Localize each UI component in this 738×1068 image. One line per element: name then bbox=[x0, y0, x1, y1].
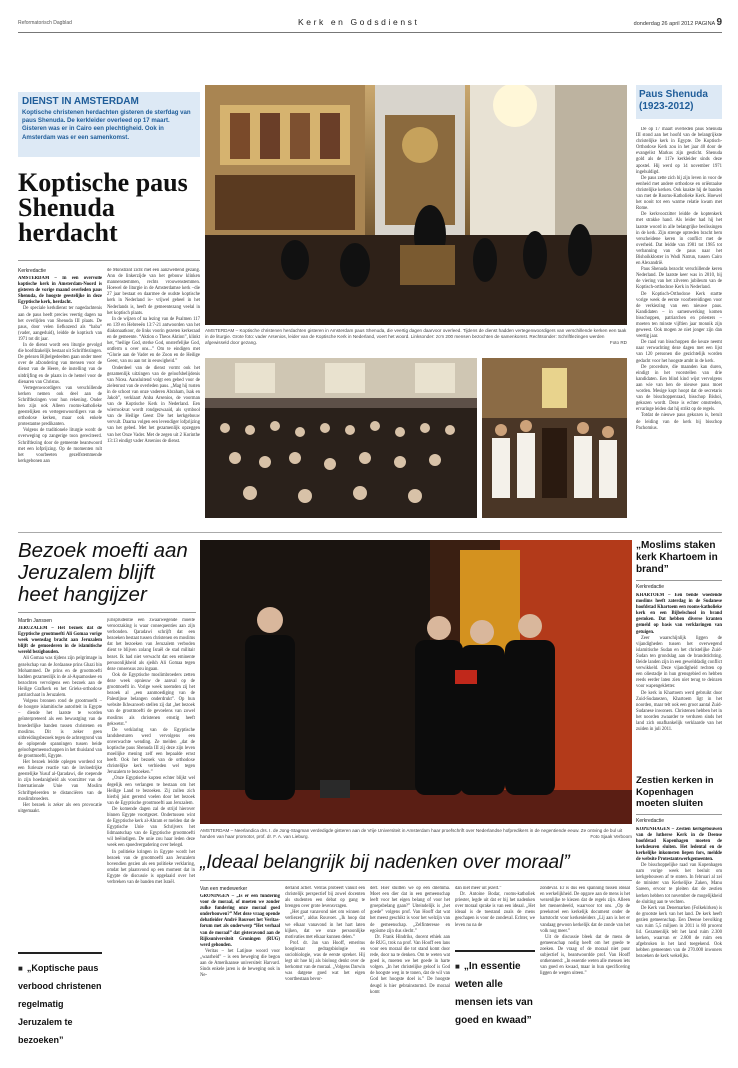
paragraph: jurisprudentie een zwaarwegende moeite veroorzaking is waar consequenties aan zijn verbonden. Qaradawi schrijft dat een bezoeken bestaat tussen christenen en moslims dat het bezoeken van Jeruzalem verboden dient te blijven zolang Israël de stad militair bezet. Ik had niet verwacht dat een eminente persoonlijkheid als sjeikh Ali Gomaa tegen deze consensus zou ingaan. bbox=[107, 618, 195, 672]
promotion-ceremony-image bbox=[200, 540, 632, 824]
paragraph: In de wijzen of na lezing van de Psalmen 117 en 139 en Hebreeën 13:7-21 antwoorden van het diakonaatkoor, de links voorin gezeten kerkeraad en de gemeente. “Aktion o Theos Aktion”, klinkt het, “heilige God, sterke God, onsterfelijke God, ontferm u over ons...” Om te eindigen met “Glorie aan de Vader en de Zoon en de Heilige Geest, van nu aan tot in eeuwigheid.” bbox=[107, 316, 200, 365]
paragraph: Totdat de nieuwe paus gekozen is, beruit de leiding van de kerk bij bisschop Pachomius. bbox=[636, 413, 722, 431]
article3-col3 bbox=[370, 886, 450, 1054]
masthead-rule bbox=[18, 32, 722, 33]
paragraph: De verklaring van de Egyptische landsbesturen werd vervolgens een onverwachte wending. Ze melden „dat de koptische paus Shenuda III zij deze zijn leven moeilijke mening zelf een bepaalde ernst heeft. Ook het bezoek van de orthodoxe christelijke kerk verbieden wel tegen Jeruzalem te bezoeken.” bbox=[107, 727, 195, 776]
paragraph: In de dienst wordt een liturgie gevolgd die hoofdzakelijk bestaat uit Schriftlezingen. De gelezen Bijbelgedeelten gaan onder meer over de afzondering van mensen voor de dienst van de Heere, de instelling van de uitdrijfing en de plaats in de hemel voor de dienaren van Christus. bbox=[18, 343, 102, 385]
paragraph: KHARTOEM – Een bende woedende moslims heeft zaterdag in de Sudanese hoofdstad Khartoem een rooms-katholieke kerk en een Bijbelschool in brand gestoken. Dat hebben diverse kranten gemeld op basis van verklaringen van getuigen. bbox=[636, 593, 722, 635]
paragraph: Ali Gomaa was tijdens zijn pelgrimage in gezelschap van de Jordaanse prins Ghazi bin Mohammed. De prins en de grootmoefti hadden gezamenlijk in de al-Aqsamoskee en bezochten vervolgens een bezoek aan de Heilige Grafkerk en het Grieks-orthodoxe patriarchaat in Jeruzalem. bbox=[18, 656, 102, 699]
paragraph: derland actief. Veritas probeert vanuit een christelijk perspectief bij zowel docenten als studenten een debat op gang te brengen over grote levensvragen. bbox=[285, 886, 365, 910]
lead-photo-credit: Foto RD bbox=[609, 339, 627, 345]
article2-caption-text: AMSTERDAM – Neerlandica drs. I. de Jong-Stagman verdedigde gisteren aan de Vrije Universiteit in Amsterdam haar proefschrift over Nederlandse hofpredikers in de negentiende eeuw. Ze ontving de bul uit handen van haar promotor, prof. dr. F. A. van Lieburg. bbox=[200, 828, 623, 839]
paragraph: Ook de Egyptische moslimbroeders zetten deze week opnieuw de aanval op de grootmoefti in. Vorige week noemden zij het bezoek al „een aanmoediging van de Palestijnse belangen onderdrukt”. Op hun website Ikhwanweb stellen zij dat „het bezoek van de grootmoefti de gevoelens van zowel moslims als christenen ernstig heeft gekwetst.” bbox=[107, 672, 195, 727]
paragraph: AMSTERDAM – In een overvolle koptische kerk in Amsterdam-Noord is gisteren de vorige maand overleden paus Shenuda, de hoogste geestelijke in deze Egyptische kerk, herdacht. bbox=[18, 276, 102, 306]
lead-col1 bbox=[18, 276, 102, 530]
paper-name: Reformatorisch Dagblad bbox=[18, 20, 72, 26]
paragraph: De kerk in Khartoem werd gebruikt door Zuid-Sudanezen, Khartoem ligt in het noorden, maar telt ook een groot aantal Zuid-Sudanese inwoners. Christenen hebben het in het noorden zwaarder te verduren sinds het land zich onafhankelijk verklaarde van het zuiden in juli 2011. bbox=[636, 690, 722, 733]
paragraph: De raad van bisschoppen die keuze neemt naar verwachting deze dagen met een lijst van 120 personen die gezichtelijk worden gedacht voor het hoogste ambt in de kerk. bbox=[636, 340, 722, 364]
article2-pullquote bbox=[18, 952, 102, 1048]
paragraph: De komende dagen zal de strijd hierover binnen Egypte voortgezet. Ondertussen wint de Egyptische kerk al-Ahram er melden dat de Egyptische Unie van Schrijvers het lidmaatschap van de Egyptische grootmoefti wil beëindigen. De unie zou haar leden deze week een spoedvergadering over belegd. bbox=[107, 806, 195, 849]
paragraph: Paus Shenuda bezocht verschillende keren Nederland. De laatste keer was in 2010, bij de viering van het zilveren jubileum van de Koptisch-orthodoxe Kerk in Nederland. bbox=[636, 267, 722, 291]
congregation-image bbox=[205, 358, 477, 518]
brief2-rule bbox=[636, 814, 722, 815]
paragraph: „Het gaat vanavond niet om winnen of verliezen”, aldus Rouvoet. „Ik hoop dat we elkaar vanavond in het hart laten kijken, dat we onze persoonlijke motivaties met elkaar kunnen delen.” bbox=[285, 910, 365, 940]
paragraph: Prof. dr. Jan van Hooff, emeritus hoogleraar gedragsbiologie en sociobiologie, was de eerste spreker. Hij legt uit hoe hij als bioloog denkt over de herkomst van de moraal. „Volgens Darwin was datgene goed wat het eigen voortbestaan bevor- bbox=[285, 940, 365, 983]
lead-headline: Koptische paus Shenuda herdacht bbox=[18, 168, 188, 247]
paragraph: De bisschoppelijke raad van Kopenhagen nam vorige week het besluit om kerkgebouwen af te stoten. In februari al zei de minister van Kerkelijke Zaken, Manu Sareen, ervoor te pleiten dat de zestien kerken hebben tot november de mogelijkheid de sluiting aan te vechten. bbox=[636, 863, 722, 905]
paragraph: GRONINGEN – „Is er een fundering voor de moraal, of moeten we zonder zulke fundering onze moraal goed onderbouwen?” Met deze vraag opende debatleider André Rouvoet het Veritas-forum met als onderwerp “Het verhaal van de moraal” dat gisteravond aan de Rijksuniversiteit Groningen (RUG) werd gehouden. bbox=[200, 894, 280, 948]
pullquote-bullet-icon: ■ bbox=[18, 964, 23, 973]
article3-pullquote-text: „In essentie weten alle mensen iets van goed en kwaad” bbox=[455, 961, 533, 1026]
article3-col4 bbox=[455, 886, 535, 946]
article2-pullquote-text: „Koptische paus verbood christenen regelmatig Jeruzalem te bezoeken” bbox=[18, 963, 102, 1045]
paragraph: de Monstrant zicht met een aanzwellend gezang. Ann de linkerzijde van het gebouw klinken mannenstemmen, rechts vrouwenstemmen. Hoewel de liturgie in de Amsterdamse kerk –die 27 jaar bestaat en daarmee de oudste koptische kerk in Nederland is– vrijwel geheel in het Nederlands is, heeft de gemeentezang veelal in het koptisch plaats. bbox=[107, 268, 200, 316]
paragraph: Dr. Frank Hindriks, docent ethiek aan de RUG, trok na prof. Van Hooff een lans voor een moraal die tot stand komt door rede, door na te denken. Om te weten wat goed is, moeten we het goede in harte volgen. „In het christelijke geloof is God de hoogste weg in te tonen, dat de wil van God het hoogste doel is.” De hoogste deugd is hier gebrainstormd. De moraal komt bbox=[370, 934, 450, 995]
article3-col5 bbox=[540, 886, 630, 1054]
article2-byline: Martin Janssen bbox=[18, 618, 52, 624]
article2-rule bbox=[18, 612, 196, 613]
article2-photo bbox=[200, 540, 632, 824]
lead-rule bbox=[18, 260, 200, 261]
sidebar-shenuda-body bbox=[636, 127, 722, 527]
brief2-body bbox=[636, 827, 722, 1057]
paragraph: Vertegenwoordigers van verschillende kerken nemen ook deel aan de Schriftlezingen voor hun rekening. Onder hen zijn ook Alleen rooms-katholieke geestelijken en vertegenwoordigers van de orthodoxe kerken, maar ook enkele protestantse predikanten. bbox=[18, 385, 102, 428]
paragraph: Het bezoek leidde oplegen wordend tot een furieuze reactie van de invloedrijke geestelijke Yusuf al-Qaradawi, die roepende in zijn hoedanigheid als voorzitter van de Internationale Unie van Moslim Schriftgeleerden te distanciëren van de moslimbroeders. bbox=[18, 760, 102, 802]
paragraph: Uit de discussie bleek dat de mens de gemeenschap nodig heeft om het goede te zoeken. De vraag of de moraal niet puur subjectief is, beantwoordde prof. Van Hooff ontkennend: „In essentie weten alle mensen iets van goed en kwaad, maar in hun specificering liggen de wegen uiteen.” bbox=[540, 934, 630, 977]
lead-caption-text: AMSTERDAM – Koptische christenen herdachten gisteren in Amsterdam paus Shenuda, die veertig dagen daarvoor overleed. Tijdens de dienst hadden vertegenwoordigers van verschillende kerken een taak in de liturgie. Grote foto: vader Arsenios, leider van de Koptische Kerk in Nederland, voert het woord. Linksonder: zo'n 200 mensen bezochten de samenkomst. Rechtsonder: Schriftlezingen werden afgewisseld door gezang. bbox=[205, 328, 627, 345]
date-line bbox=[634, 17, 722, 28]
paragraph: De speciale kerkdienst ter nagedachtenis aan de paus heeft precies veertig dagen na het overlijden van Shenuda III plaats. De paus, door velen liefkozend als “baba” (vader, aangeduid), leidde de koptisch van 1971 tot dit jaar. bbox=[18, 306, 102, 342]
paragraph: Veritas – het Latijnse woord voor „waarheid” – is een beweging die begon aan de Amerikaanse universiteit Harvard. Sinds enkele jaren is de beweging ook in Ne- bbox=[200, 948, 280, 979]
paragraph: Dr. Antoine Bodar, rooms-katholiek priester, legde uit dat er bij het nadenken over moraal sprake is van een ideaal. „Het ideaal is de toestand zoals de mens geschapen is voor de zondeval. Echter, we leven nu na de bbox=[455, 892, 535, 928]
section-divider bbox=[18, 532, 722, 533]
brief2-title: Zestien kerken in Kopenhagen moeten sluiten bbox=[636, 775, 714, 809]
brief1-body bbox=[636, 593, 722, 753]
paragraph: In politieke kringen in Egypte wordt het bezoek van de grootmoefti aan Jeruzalem bovendien gezien als een politieke verklaring, omdat het plaatsvond op een moment dat in Egypte de discussie is opgelaaid over het verbreken van de banden met Israël. bbox=[107, 849, 195, 886]
choir-image bbox=[482, 358, 627, 518]
article2-photo-credit: Foto Sjaak Verboom bbox=[590, 833, 632, 839]
brief1 bbox=[636, 540, 722, 753]
article3-byline: Van een medewerker bbox=[200, 886, 248, 892]
lead-choir-photo bbox=[482, 358, 627, 518]
lead-congregation-photo bbox=[205, 358, 477, 518]
paragraph: Onderdeel van de dienst vormt ook het gezamenlijk uitzingen van de geloofsbelijdenis van Nicea. Aansluitend volgt een gebed voor de zielenrust van de overleden paus. „Mag hij rusten in de schoot van onze vaderen Abraham, Isak en Jakob”, verklaart Anba Arsenios, de voorman van de Koptische Kerk in Nederland. Een wierrookvat wordt rondgezwaaid, als symbool van de Heilige Geest Die het kerkgebouw vervult. Daarna volgen een levendiger lofprijzing van het gebed. Met het gezamenlijk opzeggen van het Onze Vader. Met de zegen uit 2 Korinthe 13:13 eindigt vader Arsenios de dienst. bbox=[107, 365, 200, 444]
lead-main-photo bbox=[205, 85, 627, 325]
lead-kicker: DIENST IN AMSTERDAM bbox=[22, 96, 139, 107]
article2-headline: Bezoek moefti aan Jeruzalem blijft heet hangijzer bbox=[18, 539, 188, 606]
brief2-byline: Kerkredactie bbox=[636, 817, 665, 824]
paragraph: dert. Hier stuitten we op een dilemma. Moet een dier dat in een gemeenschap leeft voor het eigen belang of voor het groepsbelang gaan?” Uiteindelijk is „het goede” volgens prof. Van Hooff dat wat het meest geschikt is voor het welzijn van de gemeenschap. „Zelfinteresse en egoïsme zijn dus slecht.” bbox=[370, 886, 450, 934]
article3-col2 bbox=[285, 886, 365, 1054]
article2-col1 bbox=[18, 626, 102, 946]
article3-headline: „Ideaal belangrijk bij nadenken over moraal” bbox=[200, 852, 570, 873]
paragraph: JERUZALEM – Het bezoek dat de Egyptische grootmoefti Ali Gomaa vorige week woensdag bracht aan Jeruzalem blijft de gemoederen in de islamitische wereld bezighouden. bbox=[18, 626, 102, 656]
paragraph: De procedure, die maanden kan duren, eindigt in het voorstellen van drie kandidaten. Een blind kind wijst vervolgens aan wie van hen de nieuwe paus moet worden. Mesige kopt hoopt dat de secretaris van de bisschoppenraad, bisschop Bishoi, gekozen wordt. Deze is echter omstreden, ervaringe leiden dat hij strikt op de regels. bbox=[636, 364, 722, 413]
sidebar-shenuda bbox=[636, 85, 722, 528]
article3-pullquote bbox=[455, 950, 535, 1028]
paragraph: Het bezoek is zeker als een provocatie uitgemaakt. bbox=[18, 802, 102, 814]
paragraph: De paus zette zich bij zijn leven in voor de eenheid met andere orthodoxe en oriëntaalse christelijke kerken. Ook knakte hij de banden van met de Rooms-Katholieke Kerk. Hoewel het nooit tot een warme relatie kwam met Rome. bbox=[636, 175, 722, 212]
masthead bbox=[18, 8, 722, 30]
article3-rule bbox=[200, 880, 632, 881]
pullquote-bullet-icon: ■ bbox=[455, 962, 460, 971]
paragraph: Zeer waarschijnlijk liggen de vijandigheden tussen het overwegend islamitische Sudan en het christelijke Zuid-Sudan ten grondslag aan de brandstichting. Beide landen zijn in een gewelddadig conflict verwikkeld. Deze vijandigheid rechten op een oliestadje in hun grensgebied en hebben reeds eerder laten zien niet terug te deinzen voor wapengekletter. bbox=[636, 635, 722, 690]
brief2 bbox=[636, 775, 722, 1057]
paragraph: De Kerk van Denemarken (Folkekirken) is de grootste kerk van het land. De kerk heeft gezien gemeenschap. Een Deense bevolking van ruim 5,5 miljoen in 2011 is 80 procent lid. Gezamenlijk telt het land ruim 2.300 kerken, waarvan er 2.800 de ruim een afgebroken in het land toegekend. Ook hebben gemeenten van de 270.000 inwoners bezoeken de kerk wekelijks. bbox=[636, 905, 722, 960]
article2-caption bbox=[200, 828, 632, 848]
brief1-title: „Moslims staken kerk Khartoem in brand” bbox=[636, 540, 718, 575]
date-text: donderdag 26 april 2012 PAGINA bbox=[633, 21, 715, 27]
lead-caption bbox=[205, 328, 627, 352]
sidebar-shenuda-title: Paus Shenuda (1923-2012) bbox=[636, 85, 722, 119]
brief1-rule bbox=[636, 580, 722, 581]
paragraph: De Koptisch-Orthodoxe Kerk startte vorige week de eerste voorbereidingen voor de verkiezing van een nieuwe paus. Kandidaten – in samenwerking komen bisschoppen, patriarchen en priesters – moeten ten minste vijftien jaar monnik zijn geweest. Ook mogen ze niet jonger zijn dan veertig jaar. bbox=[636, 291, 722, 340]
paragraph: Volgens bronnen rond de grootmoefti – de hoogste islamitische autoriteit in Egypte – diende het laatste te worden geïnterpreteerd als een bewustging van de broederlijke banden tussen christenen en moslims. Dit is zeker geen uitbreidingsbezoek tegen de achtergrond van de oplopende spanningen tussen beide geloofsgemeenschappen in het thuisland van de grootmoefti, Egypte. bbox=[18, 699, 102, 759]
church-ceremony-image bbox=[205, 85, 627, 325]
paragraph: „Onze Egyptische kopten echter blijkt wel degelijk een verlangen te bestaan om het Heilige Land te bezoeken. Zij zullen zich hierbij juist geremd voelen door het bezoek van de Egyptische grootmoefti aan Jeruzalem. bbox=[107, 776, 195, 806]
paragraph: dan niet meer uit jezelf.” bbox=[455, 886, 502, 891]
brief1-byline: Kerkredactie bbox=[636, 584, 665, 590]
lead-byline: Kerkredactie bbox=[18, 268, 47, 274]
paragraph: KOPENHAGEN – Zestien kerkgebouwen van de lutherse Kerk in de Deense hoofdstad Kopenhagen moeten de kerkdeuren sluiten. Het ledental en de kerkelijke inkomsten liepen fors, meldde de website Protestantswerkgemeenten. bbox=[636, 826, 722, 862]
lead-intro-box bbox=[18, 92, 200, 157]
page-number: 9 bbox=[716, 17, 722, 28]
paragraph: De kerkvoorzitter leidde de koptenkerk met strakke hand. Als leider had hij het laatste woord in alle belangrijke beslissingen in de kerk. Zijn strenge optreden bracht hem verscheidene keren in conflict met de overheid. Dat leidde van 1981 tot 1985 tot verbanning van de paus naar het Bishoikkloster in Wadi Natrun, tussen Cairo en Alexandrië. bbox=[636, 212, 722, 267]
lead-col2 bbox=[107, 268, 200, 530]
paragraph: De op 17 maart overleden paus Shenuda III stond aan het hoofd van de belangrijkste christelijke kerk in Egypte. De Koptisch-Orthodoxe Kerk zou in het jaar 40 door de evangelist Markus zijn gesticht. Shenuda gold als de 117e kerkleider sinds deze apostel. Hij werd op 14 november 1971 ingehuldigd. bbox=[636, 127, 722, 175]
section-title: Kerk en Godsdienst bbox=[298, 17, 420, 27]
article2-col2 bbox=[107, 618, 195, 1048]
paragraph: Volgens de traditionele liturgie wordt de overweging op zangerige toon gereciteerd. Schriftlezing door de gemeente beantwoord met een lofprijzing. Op de momenten rult het voorbeeten gezelfstemmende kerkgebonen aan bbox=[18, 428, 102, 464]
article3-col1 bbox=[200, 894, 280, 1054]
lead-intro-text: Koptische christenen herdachten gisteren de sterfdag van paus Shenuda. De kerkleider overleed op 17 maart. Gisteren was er in Cairo een plechtigheid. Ook in Amsterdam was er een samenkomst. bbox=[22, 109, 191, 141]
paragraph: zondeval. Er is dus een spanning tussen ideaal en werkelijkheid. De opgave aan de mens is het wezenlijke te kiezen dat de regels zijn. Alleen het mensenbeeld, waarvoor tot ons. „Op de preekstoel een kerkelijk document onder de hartstocht voor kerkenleiders „Lij aan is het er vandaag gewoon kerkelijk dat de zonde van het volk nog meer.” bbox=[540, 886, 630, 934]
